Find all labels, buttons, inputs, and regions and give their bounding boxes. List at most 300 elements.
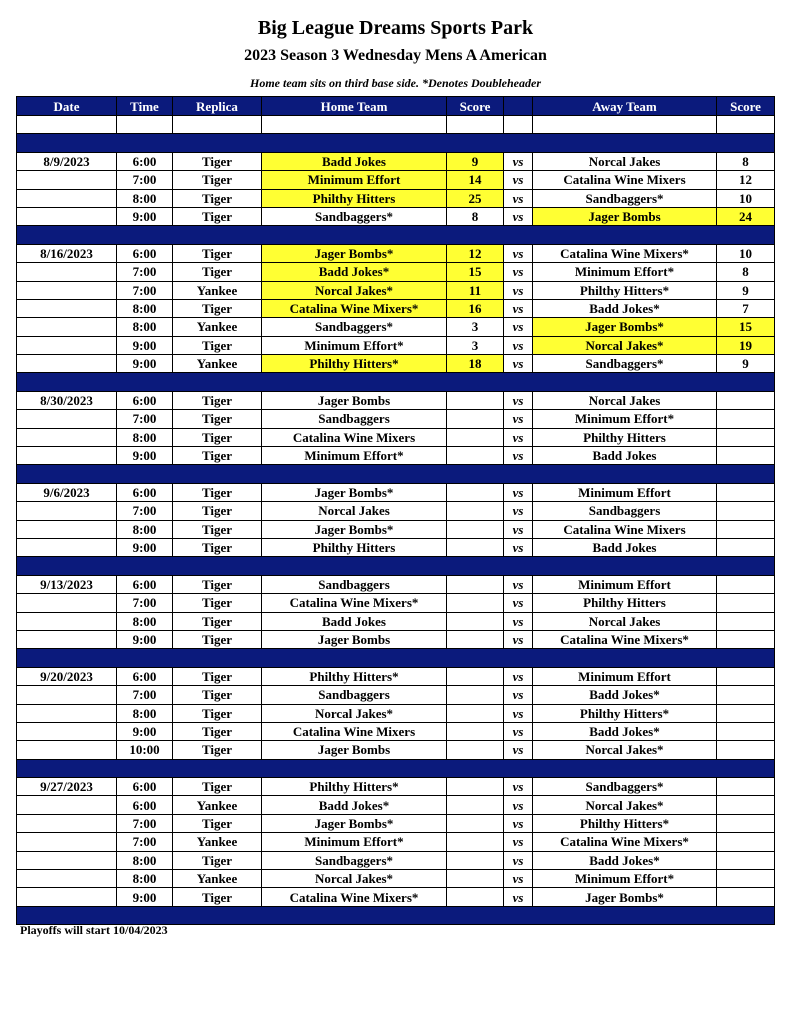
- home-score: 18: [447, 355, 504, 373]
- game-date: [17, 538, 117, 556]
- vs-label: vs: [504, 538, 533, 556]
- home-score: [447, 520, 504, 538]
- game-time: 6:00: [117, 483, 173, 501]
- game-replica-field: Tiger: [173, 594, 262, 612]
- game-time: 8:00: [117, 612, 173, 630]
- game-replica-field: Tiger: [173, 391, 262, 409]
- away-score: 9: [717, 355, 775, 373]
- game-row: [17, 428, 775, 446]
- away-score: [717, 538, 775, 556]
- vs-label: vs: [504, 447, 533, 465]
- home-score: [447, 575, 504, 593]
- away-score: [717, 483, 775, 501]
- away-team: Badd Jokes*: [533, 722, 717, 740]
- home-team: Philthy Hitters: [262, 189, 447, 207]
- away-team: Minimum Effort*: [533, 410, 717, 428]
- vs-label: vs: [504, 667, 533, 685]
- home-team: Catalina Wine Mixers*: [262, 594, 447, 612]
- home-team: Catalina Wine Mixers: [262, 428, 447, 446]
- vs-label: vs: [504, 851, 533, 869]
- vs-label: vs: [504, 391, 533, 409]
- away-team: Minimum Effort: [533, 667, 717, 685]
- away-team: Jager Bombs*: [533, 888, 717, 906]
- game-date: [17, 814, 117, 832]
- game-row: [17, 833, 775, 851]
- away-score: 10: [717, 244, 775, 262]
- vs-label: vs: [504, 263, 533, 281]
- header-row: [17, 97, 775, 116]
- home-score: [447, 741, 504, 759]
- home-team: Badd Jokes*: [262, 263, 447, 281]
- home-team: Catalina Wine Mixers*: [262, 888, 447, 906]
- col-header-home-team: Home Team: [262, 97, 447, 116]
- game-replica-field: Tiger: [173, 575, 262, 593]
- game-replica-field: Tiger: [173, 447, 262, 465]
- vs-label: vs: [504, 483, 533, 501]
- game-row: [17, 630, 775, 648]
- game-time: 6:00: [117, 244, 173, 262]
- week-separator: [17, 226, 775, 244]
- vs-label: vs: [504, 630, 533, 648]
- game-time: 8:00: [117, 851, 173, 869]
- away-team: Catalina Wine Mixers*: [533, 244, 717, 262]
- game-replica-field: Tiger: [173, 171, 262, 189]
- away-team: Sandbaggers*: [533, 189, 717, 207]
- game-date: 9/6/2023: [17, 483, 117, 501]
- game-row: [17, 502, 775, 520]
- game-date: [17, 870, 117, 888]
- game-date: [17, 447, 117, 465]
- away-score: 24: [717, 207, 775, 225]
- away-score: 12: [717, 171, 775, 189]
- home-score: [447, 391, 504, 409]
- game-time: 7:00: [117, 502, 173, 520]
- away-team: Norcal Jakes*: [533, 796, 717, 814]
- home-team: Badd Jokes*: [262, 796, 447, 814]
- away-score: 9: [717, 281, 775, 299]
- vs-label: vs: [504, 612, 533, 630]
- away-score: [717, 667, 775, 685]
- home-team: Jager Bombs*: [262, 814, 447, 832]
- home-team: Sandbaggers*: [262, 851, 447, 869]
- away-score: [717, 778, 775, 796]
- schedule-body: [17, 116, 775, 925]
- home-team: Sandbaggers: [262, 686, 447, 704]
- vs-label: vs: [504, 741, 533, 759]
- home-team: Jager Bombs: [262, 391, 447, 409]
- home-team: Badd Jokes: [262, 612, 447, 630]
- home-score: [447, 722, 504, 740]
- away-team: Sandbaggers*: [533, 778, 717, 796]
- home-score: [447, 814, 504, 832]
- game-date: [17, 722, 117, 740]
- game-row: [17, 152, 775, 170]
- away-score: [717, 704, 775, 722]
- away-team: Catalina Wine Mixers: [533, 520, 717, 538]
- away-team: Badd Jokes: [533, 538, 717, 556]
- game-row: [17, 778, 775, 796]
- col-header-replica: Replica: [173, 97, 262, 116]
- vs-label: vs: [504, 833, 533, 851]
- away-score: [717, 391, 775, 409]
- away-score: 15: [717, 318, 775, 336]
- game-date: [17, 336, 117, 354]
- home-team: Jager Bombs*: [262, 483, 447, 501]
- home-team: Sandbaggers: [262, 575, 447, 593]
- game-row: [17, 244, 775, 262]
- home-score: 8: [447, 207, 504, 225]
- vs-label: vs: [504, 502, 533, 520]
- game-replica-field: Tiger: [173, 520, 262, 538]
- game-replica-field: Tiger: [173, 851, 262, 869]
- game-replica-field: Tiger: [173, 612, 262, 630]
- game-time: 7:00: [117, 686, 173, 704]
- away-score: [717, 428, 775, 446]
- home-score: 3: [447, 336, 504, 354]
- vs-label: vs: [504, 888, 533, 906]
- home-score: 15: [447, 263, 504, 281]
- game-row: [17, 207, 775, 225]
- game-row: [17, 575, 775, 593]
- vs-label: vs: [504, 410, 533, 428]
- away-score: [717, 796, 775, 814]
- vs-label: vs: [504, 575, 533, 593]
- game-replica-field: Yankee: [173, 318, 262, 336]
- home-team: Sandbaggers*: [262, 318, 447, 336]
- vs-label: vs: [504, 336, 533, 354]
- game-replica-field: Tiger: [173, 667, 262, 685]
- game-time: 7:00: [117, 263, 173, 281]
- home-score: [447, 796, 504, 814]
- game-date: [17, 410, 117, 428]
- home-team: Sandbaggers*: [262, 207, 447, 225]
- game-row: [17, 538, 775, 556]
- game-row: [17, 520, 775, 538]
- home-score: [447, 594, 504, 612]
- away-score: [717, 594, 775, 612]
- home-score: [447, 888, 504, 906]
- home-score: [447, 410, 504, 428]
- game-row: [17, 888, 775, 906]
- home-team: Norcal Jakes: [262, 502, 447, 520]
- game-replica-field: Tiger: [173, 630, 262, 648]
- game-time: 9:00: [117, 207, 173, 225]
- home-score: 25: [447, 189, 504, 207]
- away-score: 19: [717, 336, 775, 354]
- home-score: [447, 630, 504, 648]
- away-team: Philthy Hitters*: [533, 281, 717, 299]
- game-date: [17, 796, 117, 814]
- game-date: [17, 502, 117, 520]
- game-time: 10:00: [117, 741, 173, 759]
- vs-label: vs: [504, 796, 533, 814]
- game-time: 9:00: [117, 630, 173, 648]
- game-date: [17, 428, 117, 446]
- away-score: [717, 575, 775, 593]
- home-team: Jager Bombs*: [262, 520, 447, 538]
- game-time: 8:00: [117, 189, 173, 207]
- home-team: Catalina Wine Mixers: [262, 722, 447, 740]
- game-date: 9/13/2023: [17, 575, 117, 593]
- vs-label: vs: [504, 704, 533, 722]
- game-row: [17, 612, 775, 630]
- game-replica-field: Tiger: [173, 778, 262, 796]
- away-team: Minimum Effort: [533, 575, 717, 593]
- home-team: Jager Bombs*: [262, 244, 447, 262]
- home-team: Sandbaggers: [262, 410, 447, 428]
- game-replica-field: Tiger: [173, 722, 262, 740]
- game-time: 8:00: [117, 704, 173, 722]
- home-score: [447, 870, 504, 888]
- game-time: 8:00: [117, 520, 173, 538]
- game-date: [17, 355, 117, 373]
- game-replica-field: Tiger: [173, 502, 262, 520]
- vs-label: vs: [504, 171, 533, 189]
- game-replica-field: Tiger: [173, 336, 262, 354]
- game-time: 8:00: [117, 428, 173, 446]
- game-date: 9/20/2023: [17, 667, 117, 685]
- game-replica-field: Tiger: [173, 244, 262, 262]
- game-replica-field: Yankee: [173, 870, 262, 888]
- game-time: 9:00: [117, 447, 173, 465]
- away-score: [717, 722, 775, 740]
- game-time: 8:00: [117, 870, 173, 888]
- away-team: Norcal Jakes: [533, 612, 717, 630]
- game-row: [17, 281, 775, 299]
- home-team: Philthy Hitters*: [262, 667, 447, 685]
- game-replica-field: Tiger: [173, 299, 262, 317]
- home-score: 9: [447, 152, 504, 170]
- game-row: [17, 814, 775, 832]
- away-score: 7: [717, 299, 775, 317]
- game-time: 7:00: [117, 833, 173, 851]
- game-replica-field: Tiger: [173, 704, 262, 722]
- vs-label: vs: [504, 722, 533, 740]
- vs-label: vs: [504, 870, 533, 888]
- away-team: Minimum Effort: [533, 483, 717, 501]
- vs-label: vs: [504, 244, 533, 262]
- home-team: Philthy Hitters*: [262, 355, 447, 373]
- game-row: [17, 594, 775, 612]
- home-team: Jager Bombs: [262, 630, 447, 648]
- vs-label: vs: [504, 189, 533, 207]
- away-team: Badd Jokes*: [533, 299, 717, 317]
- game-time: 9:00: [117, 336, 173, 354]
- home-score: [447, 502, 504, 520]
- week-separator: [17, 557, 775, 575]
- away-team: Badd Jokes: [533, 447, 717, 465]
- game-date: [17, 686, 117, 704]
- game-replica-field: Yankee: [173, 355, 262, 373]
- game-replica-field: Tiger: [173, 483, 262, 501]
- home-team: Philthy Hitters: [262, 538, 447, 556]
- vs-label: vs: [504, 318, 533, 336]
- home-score: 3: [447, 318, 504, 336]
- home-team: Norcal Jakes*: [262, 870, 447, 888]
- week-separator: [17, 373, 775, 391]
- away-team: Philthy Hitters: [533, 428, 717, 446]
- vs-label: vs: [504, 207, 533, 225]
- away-team: Catalina Wine Mixers*: [533, 833, 717, 851]
- away-team: Minimum Effort*: [533, 870, 717, 888]
- game-date: 8/30/2023: [17, 391, 117, 409]
- game-row: [17, 318, 775, 336]
- game-replica-field: Yankee: [173, 796, 262, 814]
- away-score: [717, 630, 775, 648]
- home-score: 14: [447, 171, 504, 189]
- week-separator: [17, 906, 775, 924]
- away-score: [717, 870, 775, 888]
- home-score: 16: [447, 299, 504, 317]
- game-replica-field: Tiger: [173, 538, 262, 556]
- away-score: [717, 833, 775, 851]
- game-date: 9/27/2023: [17, 778, 117, 796]
- away-score: [717, 741, 775, 759]
- game-time: 7:00: [117, 594, 173, 612]
- vs-label: vs: [504, 686, 533, 704]
- game-time: 8:00: [117, 318, 173, 336]
- game-row: [17, 796, 775, 814]
- away-team: Sandbaggers: [533, 502, 717, 520]
- game-date: [17, 520, 117, 538]
- game-date: [17, 263, 117, 281]
- vs-label: vs: [504, 594, 533, 612]
- col-header-away-team: Away Team: [533, 97, 717, 116]
- game-replica-field: Yankee: [173, 833, 262, 851]
- game-time: 6:00: [117, 778, 173, 796]
- home-team: Minimum Effort: [262, 171, 447, 189]
- game-row: [17, 851, 775, 869]
- away-team: Catalina Wine Mixers*: [533, 630, 717, 648]
- game-date: [17, 833, 117, 851]
- home-team: Minimum Effort*: [262, 447, 447, 465]
- away-score: [717, 814, 775, 832]
- away-team: Jager Bombs: [533, 207, 717, 225]
- away-team: Philthy Hitters*: [533, 704, 717, 722]
- home-team: Minimum Effort*: [262, 833, 447, 851]
- col-header-away-score: Score: [717, 97, 775, 116]
- game-replica-field: Tiger: [173, 686, 262, 704]
- game-replica-field: Tiger: [173, 189, 262, 207]
- week-separator: [17, 649, 775, 667]
- game-date: [17, 741, 117, 759]
- game-row: [17, 391, 775, 409]
- game-replica-field: Tiger: [173, 410, 262, 428]
- home-score: [447, 428, 504, 446]
- home-score: [447, 447, 504, 465]
- away-score: [717, 520, 775, 538]
- week-separator: [17, 759, 775, 777]
- game-replica-field: Tiger: [173, 152, 262, 170]
- away-team: Norcal Jakes*: [533, 741, 717, 759]
- game-time: 7:00: [117, 410, 173, 428]
- home-team: Norcal Jakes*: [262, 704, 447, 722]
- schedule-table: [16, 96, 775, 925]
- home-team: Catalina Wine Mixers*: [262, 299, 447, 317]
- game-row: [17, 686, 775, 704]
- game-row: [17, 263, 775, 281]
- blank-row: [17, 116, 775, 134]
- col-header-date: Date: [17, 97, 117, 116]
- game-time: 9:00: [117, 722, 173, 740]
- page-subtitle: 2023 Season 3 Wednesday Mens A American: [244, 47, 547, 64]
- game-date: [17, 171, 117, 189]
- game-date: [17, 207, 117, 225]
- home-score: 12: [447, 244, 504, 262]
- game-row: [17, 299, 775, 317]
- vs-label: vs: [504, 355, 533, 373]
- game-row: [17, 355, 775, 373]
- away-score: [717, 502, 775, 520]
- vs-label: vs: [504, 814, 533, 832]
- game-row: [17, 722, 775, 740]
- page-title: Big League Dreams Sports Park: [257, 17, 534, 39]
- away-score: 8: [717, 263, 775, 281]
- game-date: [17, 888, 117, 906]
- away-score: 8: [717, 152, 775, 170]
- game-replica-field: Tiger: [173, 888, 262, 906]
- game-time: 7:00: [117, 814, 173, 832]
- home-score: [447, 667, 504, 685]
- game-time: 8:00: [117, 299, 173, 317]
- home-score: [447, 686, 504, 704]
- vs-label: vs: [504, 299, 533, 317]
- vs-label: vs: [504, 520, 533, 538]
- home-team: Badd Jokes: [262, 152, 447, 170]
- game-date: [17, 299, 117, 317]
- game-date: [17, 594, 117, 612]
- game-row: [17, 870, 775, 888]
- away-score: [717, 888, 775, 906]
- col-header-home-score: Score: [447, 97, 504, 116]
- home-team: Norcal Jakes*: [262, 281, 447, 299]
- home-score: [447, 833, 504, 851]
- game-date: [17, 318, 117, 336]
- game-row: [17, 667, 775, 685]
- week-separator: [17, 465, 775, 483]
- game-time: 7:00: [117, 171, 173, 189]
- away-team: Badd Jokes*: [533, 686, 717, 704]
- game-date: [17, 281, 117, 299]
- away-team: Norcal Jakes*: [533, 336, 717, 354]
- away-score: [717, 686, 775, 704]
- vs-label: vs: [504, 778, 533, 796]
- col-header-vs: [504, 97, 533, 116]
- game-time: 7:00: [117, 281, 173, 299]
- away-team: Philthy Hitters*: [533, 814, 717, 832]
- game-row: [17, 171, 775, 189]
- home-team: Jager Bombs: [262, 741, 447, 759]
- game-replica-field: Tiger: [173, 814, 262, 832]
- game-time: 6:00: [117, 391, 173, 409]
- away-team: Norcal Jakes: [533, 391, 717, 409]
- home-score: 11: [447, 281, 504, 299]
- game-time: 9:00: [117, 538, 173, 556]
- vs-label: vs: [504, 152, 533, 170]
- away-team: Badd Jokes*: [533, 851, 717, 869]
- away-team: Norcal Jakes: [533, 152, 717, 170]
- game-row: [17, 741, 775, 759]
- away-team: Philthy Hitters: [533, 594, 717, 612]
- away-team: Jager Bombs*: [533, 318, 717, 336]
- home-score: [447, 612, 504, 630]
- game-time: 6:00: [117, 667, 173, 685]
- week-separator: [17, 134, 775, 152]
- away-team: Minimum Effort*: [533, 263, 717, 281]
- away-score: [717, 447, 775, 465]
- game-row: [17, 447, 775, 465]
- game-date: 8/9/2023: [17, 152, 117, 170]
